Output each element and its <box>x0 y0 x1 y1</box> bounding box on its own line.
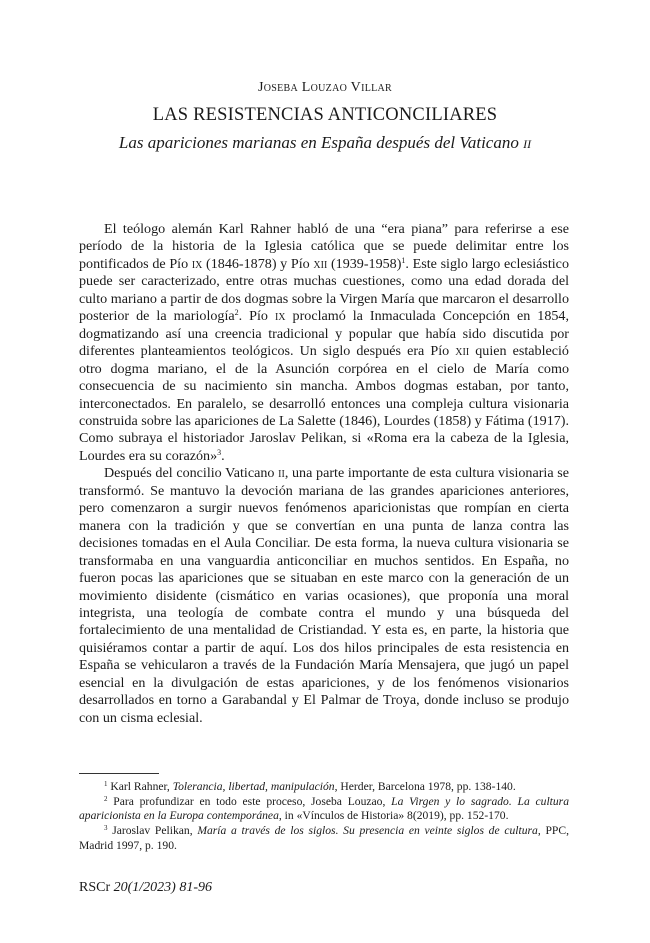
text: (1939-1958) <box>327 255 402 272</box>
article-title: LAS RESISTENCIAS ANTICONCILIARES <box>152 105 498 125</box>
roman-numeral: ix <box>191 255 203 272</box>
footnote-text: , in «Vínculos de Historia» 8(2019), pp. 152-170. <box>278 809 509 823</box>
footnotes <box>79 780 569 854</box>
footnote-divider <box>79 773 159 774</box>
footnote-3 <box>79 824 569 853</box>
footnote-2 <box>79 795 569 824</box>
text: El teólogo alemán Karl Rahner habló de una “era piana” para referirse a ese período de la historia de la Iglesia católica que se puede delimitar entre los pontificados de Pío <box>79 221 569 272</box>
journal-name: RSCr <box>79 880 111 895</box>
footnote-text: , PPC, Madrid 1997, p. 190. <box>79 824 569 852</box>
roman-numeral: xii <box>313 255 328 272</box>
footnote-ref-1[interactable]: 1 <box>401 255 406 265</box>
footnote-1 <box>79 780 569 795</box>
article-subtitle <box>0 133 650 153</box>
subtitle-numeral: ii <box>523 133 532 152</box>
text: . Este siglo largo eclesiástico puede ser caracterizado, entre otras muchas cuestiones, como una edad dorada del culto mariano a partir de dos dogmas sobre la Virgen María que marcaron el desarrollo posterior de la mariología <box>79 255 569 325</box>
article-body <box>79 221 569 727</box>
text: . <box>221 447 225 464</box>
author-name: Joseba Louzao Villar <box>257 80 393 95</box>
text: , una parte importante de esta cultura visionaria se transformó. Se mantuvo la devoción mariana de las grandes apariciones anteriores, pero comenzaron a surgir nuevos fenómenos aparicionistas que rompían en cierta manera con la tradición y que se convertían en una punta de lanza contra las decisiones tomadas en el Aula Conciliar. De esta forma, la nueva cultura visionaria se transformaba en una vanguardia anticonciliar en muchos sentidos. En España, no fueron pocas las apariciones que se situaban en este marco con la generación de un movimiento disidente (cismático en varias ocasiones), que proponía una moral integrista, una teología de combate contra el mundo y una búsqueda del fortalecimiento de una mentalidad de Cristiandad. Y esta es, en parte, la historia que quisiéramos contar a partir de aquí. Los dos hilos principales de esta resistencia en España se vehicularon a través de la Fundación María Mensajera, que jugó un papel esencial en la divulgación de estas apariciones, y de los fenómenos visionarios desarrollados en torno a Garabandal y El Palmar de Troya, donde incluso se produjo con un cisma eclesial. <box>79 465 569 726</box>
text: (1846-1878) y Pío <box>202 255 314 272</box>
footnote-text: Karl Rahner, <box>110 780 173 793</box>
journal-footer <box>79 880 212 896</box>
footnote-number: 1 <box>104 780 108 788</box>
subtitle-text: Las apariciones marianas en España después del Vaticano <box>118 133 524 152</box>
footnote-book-title: María a través de los siglos. Su presencia en veinte siglos de cultura <box>197 824 538 838</box>
roman-numeral: ix <box>274 308 286 325</box>
text: . Pío <box>238 308 275 325</box>
footnote-ref-2[interactable]: 2 <box>234 308 239 318</box>
footnote-number: 3 <box>104 824 108 833</box>
journal-issue: 20(1/2023) 81-96 <box>113 880 213 895</box>
footnote-number: 2 <box>104 794 108 803</box>
footnote-ref-3[interactable]: 3 <box>217 447 222 457</box>
text: proclamó la Inmaculada Concepción en 1854, dogmatizando así una creencia tradicional y popular que había sido discutida por diferentes planteamientos teológicos. Un siglo después era Pío <box>79 308 569 360</box>
footnote-book-title: La Virgen y lo sagrado. La cultura aparicionista en la Europa contemporánea <box>79 794 569 823</box>
footnote-book-title: Tolerancia, libertad, manipulación <box>172 780 335 793</box>
roman-numeral: ii <box>278 465 285 482</box>
footnote-text: Jaroslav Pelikan, <box>112 824 198 838</box>
roman-numeral: xii <box>455 343 470 360</box>
text: quien estableció otro dogma mariano, el de la Asunción corpórea en el cielo de María como consecuencia de su nacimiento sin mancha. Ambos dogmas estaban, por tanto, interconectados. En paralelo, se desarrolló entonces una compleja cultura visionaria construida sobre las apariciones de La Salette (1846), Lourdes (1858) y Fátima (1917). Como subraya el historiador Jaroslav Pelikan, si «Roma era la cabeza de la Iglesia, Lourdes era su corazón» <box>79 343 570 464</box>
text: Después del concilio Vaticano <box>104 465 279 482</box>
paragraph-2 <box>79 465 569 727</box>
footnote-text: Para profundizar en todo este proceso, Joseba Louzao, <box>113 794 392 808</box>
footnote-text: , Herder, Barcelona 1978, pp. 138-140. <box>334 780 516 793</box>
paragraph-1 <box>79 221 569 465</box>
